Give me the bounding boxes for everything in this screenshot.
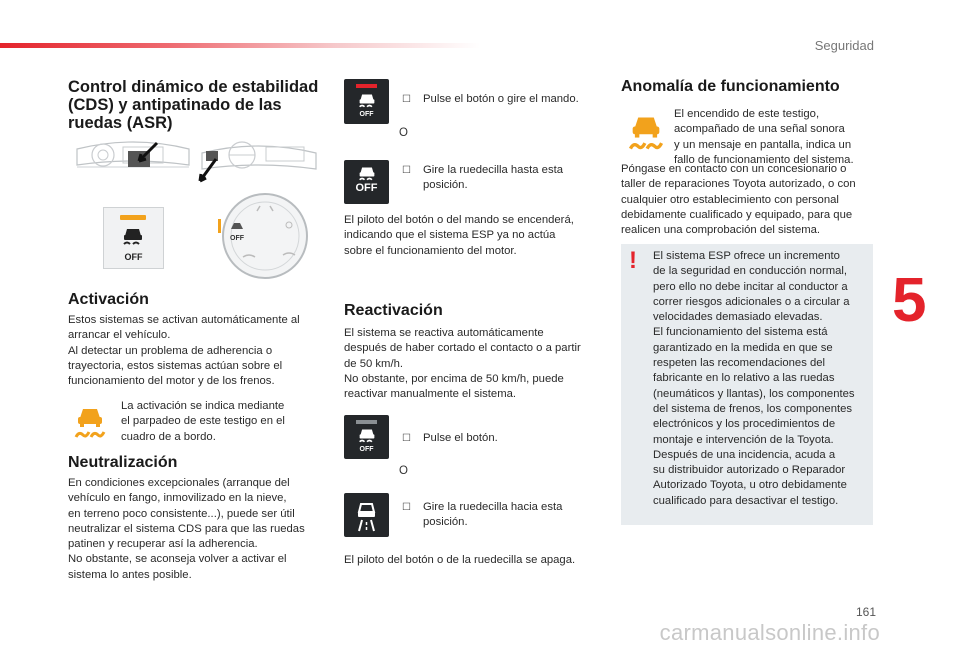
section-title: Seguridad xyxy=(814,38,874,53)
reactivate-step-1: Pulse el botón. xyxy=(423,432,498,444)
chapter-number: 5 xyxy=(892,266,927,335)
car-road-icon xyxy=(351,498,382,532)
skid-warning-lamp-icon xyxy=(624,112,668,152)
page-number: 161 xyxy=(855,605,876,619)
activation-note: La activación se indica mediante el parpadeo de este testigo en el cuadro de a bordo. xyxy=(121,400,285,443)
exclamation-icon: ! xyxy=(629,247,637,274)
esp-off-button-icon xyxy=(344,79,389,124)
warning-lamp-text: El encendido de este testigo, acompañado de una señal sonora y un mensaje en pantalla, indica un fallo de funcionamiento del sistema. xyxy=(674,108,854,166)
dial-off-position-icon xyxy=(344,160,389,204)
or-separator: O xyxy=(399,465,408,477)
off-label: OFF xyxy=(124,252,143,262)
reactivate-step-2: Gire la ruedecilla hacia esta posición. xyxy=(423,501,563,529)
dashboard-illustration-right xyxy=(196,133,321,188)
reactivation-text: El sistema se reactiva automáticamente después de haber cortado el contacto o a partir de 50 km/h. No obstante, por encima de 50 km/h, puede reactivar manualmente el sistema. xyxy=(344,327,581,401)
watermark: carmanualsonline.info xyxy=(659,620,880,645)
neutralize-step-2: Gire la ruedecilla hasta esta posición. xyxy=(423,164,564,192)
neutralize-result-text: El piloto del botón o del mando se encenderá, indicando que el sistema ESP ya no actúa sobre el funcionamiento del motor. xyxy=(344,214,574,257)
off-label: OFF xyxy=(359,446,374,453)
indicator-lamp xyxy=(356,84,377,88)
bullet-marker: ☐ xyxy=(402,502,411,513)
neutralization-heading: Neutralización xyxy=(68,454,178,471)
svg-text:OFF: OFF xyxy=(230,235,244,242)
activation-text: Estos sistemas se activan automáticamente al arrancar el vehículo. Al detectar un problema de adherencia o trayectoria, estos sistemas actúan sobre el funcionamiento del motor y de los frenos. xyxy=(68,314,300,388)
reactivate-result-text: El piloto del botón o de la ruedecilla se apaga. xyxy=(344,554,576,566)
neutralize-step-1: Pulse el botón o gire el mando. xyxy=(423,93,579,105)
esp-button-icon xyxy=(344,415,389,459)
or-separator: O xyxy=(399,127,408,139)
indicator-lamp xyxy=(120,215,146,220)
skid-car-icon xyxy=(121,226,145,248)
skid-warning-lamp-icon xyxy=(73,404,107,440)
bullet-marker: ☐ xyxy=(402,433,411,444)
page-title: Control dinámico de estabilidad (CDS) y antipatinado de las ruedas (ASR) xyxy=(68,78,319,132)
malfunction-text: Póngase en contacto con un concesionario o taller de reparaciones Toyota autorizado, o con cualquier otro establecimiento con personal debidamente cualificado y equipado, para que realicen una comprobación del sistema. xyxy=(621,163,856,237)
skid-car-icon xyxy=(357,92,377,110)
bullet-marker: ☐ xyxy=(402,94,411,105)
off-label: OFF xyxy=(355,182,378,194)
rotary-dial-illustration xyxy=(213,191,313,281)
dashboard-illustration-left xyxy=(73,131,193,186)
skid-car-icon xyxy=(357,427,377,445)
activation-heading: Activación xyxy=(68,291,149,308)
reactivation-heading: Reactivación xyxy=(344,302,443,319)
safety-note-text: El sistema ESP ofrece un incremento de la seguridad en conducción normal, pero ello no debe incitar al conductor a correr riesgos adicionales o a circular a velocidades demasiado elevadas. El funcionamiento del sistema está garantizado en la medida en que se respeten las recomendaciones del fabricante en lo relativo a las ruedas (neumáticos y llantas), los componentes del sistema de frenos, los componentes electrónicos y los procedimientos de montaje e intervención de la Toyota. Después de una incidencia, acuda a su distribuidor autorizado o Reparador Autorizado Toyota, u otro debidamente cualificado para desactivar el testigo. xyxy=(653,250,855,507)
off-label: OFF xyxy=(359,111,374,118)
neutralization-text: En condiciones excepcionales (arranque del vehículo en fango, inmovilizado en la nieve, en terreno poco consistente...), puede ser útil neutralizar el sistema CDS para que las ruedas patinen y recuperar así la adherencia. No obstante, se aconseja volver a activar el sistema lo antes posible. xyxy=(68,477,305,581)
dial-normal-position-icon xyxy=(344,493,389,537)
malfunction-heading: Anomalía de funcionamiento xyxy=(621,78,840,95)
skid-car-icon xyxy=(357,165,377,183)
header-accent-bar xyxy=(0,43,480,48)
esp-off-button-illustration xyxy=(103,207,164,269)
indicator-lamp-off xyxy=(356,420,377,424)
bullet-marker: ☐ xyxy=(402,165,411,176)
